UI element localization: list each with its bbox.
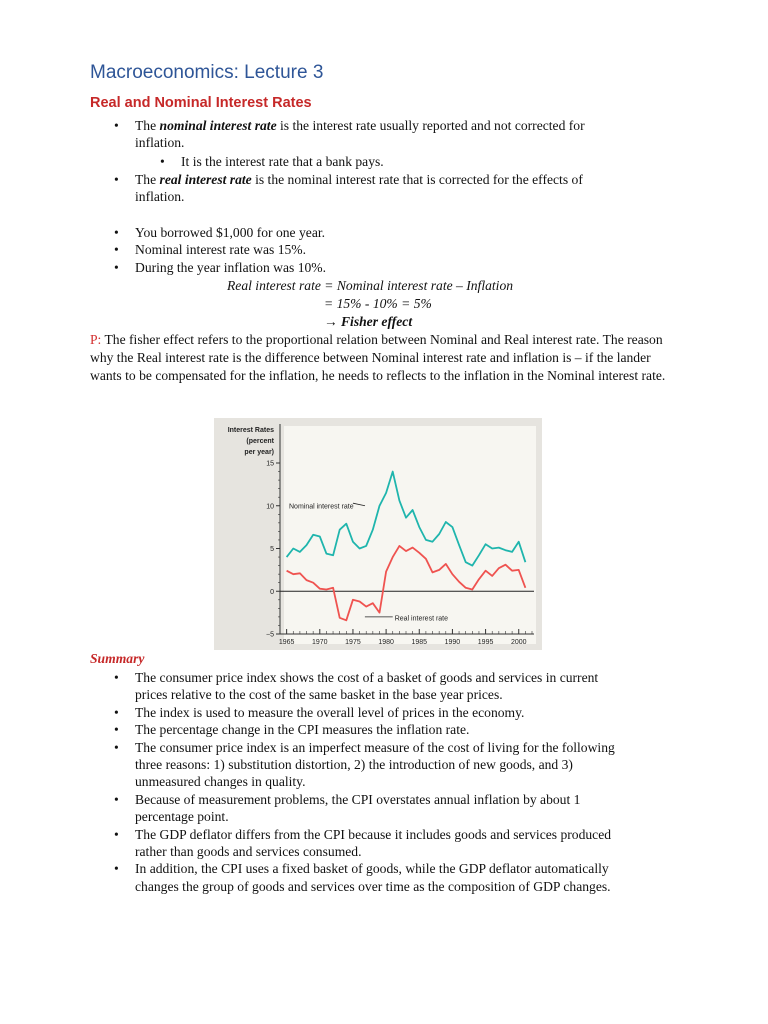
summary-item-line: rather than goods and services consumed. (135, 844, 362, 859)
bullet-real-definition: The real interest rate is the nominal interest rate that is corrected for the effects of (135, 172, 583, 187)
summary-heading: Summary (90, 651, 145, 666)
y-tick-label: −5 (266, 631, 274, 639)
bullet-dot: • (114, 861, 119, 877)
page-title: Macroeconomics: Lecture 3 (90, 62, 324, 83)
summary-item-line: The GDP deflator differs from the CPI because it includes goods and services produced (135, 826, 612, 842)
bullet-dot: • (114, 826, 119, 842)
y-tick-label: 15 (266, 460, 274, 468)
example-inflation: During the year inflation was 10%. (135, 260, 327, 275)
x-tick-label: 1965 (278, 639, 295, 646)
section-heading: Real and Nominal Interest Rates (90, 95, 312, 111)
summary-item-line: percentage point. (135, 809, 229, 825)
example-nominal: Nominal interest rate was 15%. (135, 242, 307, 257)
bullet-dot: • (114, 704, 119, 720)
formula-fisher-effect: → Fisher effect (324, 314, 413, 329)
bullet-dot: • (114, 791, 119, 807)
bullet-dot: • (114, 722, 119, 738)
summary-item-line: Because of measurement problems, the CPI overstates annual inflation by about 1 (135, 791, 581, 807)
summary-item-line: In addition, the CPI uses a fixed basket of goods, while the GDP deflator automatically (135, 861, 609, 877)
y-axis-label-line-1: Interest Rates (227, 427, 274, 434)
sub-bullet-bank: It is the interest rate that a bank pays. (181, 154, 384, 169)
formula-real-rate: Real interest rate = Nominal interest rate – Inflation (227, 278, 514, 293)
bullet-dot: • (114, 118, 119, 133)
y-tick-label: 10 (266, 503, 274, 511)
bullet-nominal-definition: The nominal interest rate is the interest rate usually reported and not corrected for (135, 118, 585, 133)
bullet-real-cont: inflation. (135, 189, 185, 204)
bullet-dot: • (160, 154, 165, 169)
bullet-dot: • (114, 670, 119, 685)
bullet-dot: • (114, 739, 119, 755)
bullet-dot: • (114, 260, 119, 275)
summary-item-line: The index is used to measure the overall level of prices in the economy. (135, 704, 525, 720)
x-tick-label: 2000 (510, 639, 527, 646)
summary-item-line: changes the group of goods and services over time as the composition of GDP changes. (135, 878, 611, 894)
summary-item-line: The percentage change in the CPI measures the inflation rate. (135, 722, 470, 738)
y-axis-label-line-3: per year) (244, 449, 274, 456)
nominal-rate-annotation: Nominal interest rate (289, 503, 354, 511)
real-rate-annotation: Real interest rate (394, 615, 449, 623)
x-tick-label: 1970 (312, 639, 328, 646)
example-borrowed: You borrowed $1,000 for one year. (135, 225, 326, 240)
x-tick-label: 1995 (477, 639, 494, 646)
summary-item-line: unmeasured changes in quality. (135, 774, 306, 790)
summary-item-line: The consumer price index shows the cost of a basket of goods and services in current (135, 670, 599, 685)
fisher-paragraph: P: The fisher effect refers to the proportional relation between Nominal and Real interest rate. The reason why the Real interest rate is the difference between Nominal interest rate and inflation is – if the lander wants to be compensated for the inflation, he needs to reflects to the inflation in the Nominal interest rate. (90, 332, 666, 383)
y-axis-label-line-2: (percent (246, 438, 274, 445)
x-tick-label: 1975 (345, 639, 361, 646)
interest-rate-chart (214, 418, 542, 650)
x-tick-label: 1985 (411, 639, 428, 646)
summary-item-line: three reasons: 1) substitution distortion, 2) the introduction of new goods, and 3) (135, 757, 573, 772)
y-tick-label: 5 (270, 546, 274, 553)
formula-calculation: = 15% - 10% = 5% (324, 296, 432, 311)
bullet-dot: • (114, 242, 119, 257)
summary-item-line: The consumer price index is an imperfect measure of the cost of living for the following (135, 739, 615, 755)
summary-item-line: prices relative to the cost of the same basket in the base year prices. (135, 687, 503, 703)
y-tick-label: 0 (270, 588, 274, 596)
bullet-dot: • (114, 225, 119, 240)
x-tick-label: 1980 (378, 639, 394, 646)
bullet-dot: • (114, 172, 119, 187)
x-tick-label: 1990 (444, 639, 461, 646)
bullet-nominal-cont: inflation. (135, 135, 185, 150)
